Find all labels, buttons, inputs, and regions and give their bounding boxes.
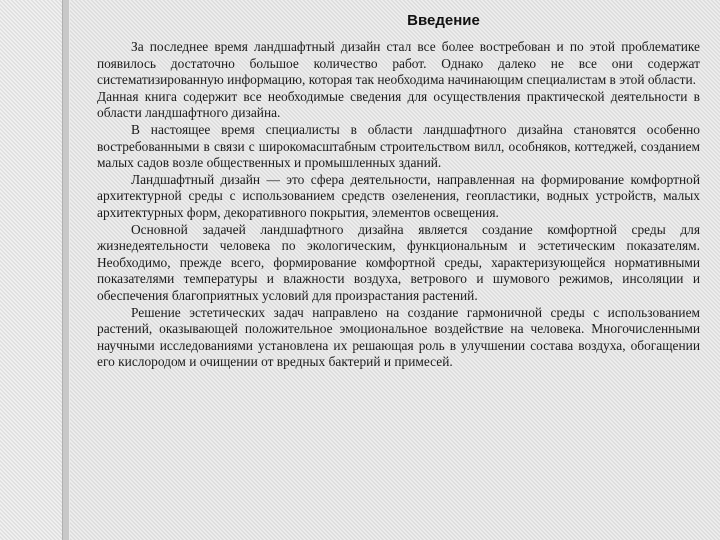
- paragraph-intro: За последнее время ландшафтный дизайн стал все более востребован и по этой проблематике появилось достаточно большое количество работ. Однако далеко не все они содержат систематизированную информацию, которая так необходима начинающим специалистам в этой области.: [97, 39, 700, 88]
- document-title: Введение: [407, 12, 480, 29]
- paragraph-book-content: Данная книга содержит все необходимые сведения для осуществления практической деятельности в области ландшафтного дизайна.: [97, 88, 700, 121]
- paragraph-main-task: Основной задачей ландшафтного дизайна является создание комфортной среды для жизнедеятельности человека по экологическим, функциональным и эстетическим показателям. Необходимо, прежде всего, формирование комфортной среды, характеризующейся нормативными показателями температуры и влажности воздуха, ветрового и шумового режимов, инсоляции и обеспечения благоприятных условий для произрастания растений.: [97, 221, 700, 303]
- left-divider-line: [62, 0, 70, 540]
- left-decorative-stripe: [0, 0, 62, 540]
- paragraph-specialists: В настоящее время специалисты в области ландшафтного дизайна становятся особенно востребованными в связи с широкомасштабным строительством вилл, особняков, коттеджей, созданием малых садов возле общественных и промышленных зданий.: [97, 121, 700, 171]
- document-page: [85, 0, 710, 540]
- paragraph-definition: Ландшафтный дизайн — это сфера деятельности, направленная на формирование комфортной архитектурной среды с использованием средств озеленения, геопластики, водных устройств, малых архитектурных форм, декоративного покрытия, элементов освещения.: [97, 171, 700, 220]
- paragraph-aesthetic: Решение эстетических задач направлено на создание гармоничной среды с использованием растений, оказывающей положительное эмоциональное воздействие на человека. Многочисленными научными исследованиями установлена их решающая роль в улучшении состава воздуха, обогащении его кислородом и очищении от вредных бактерий и примесей.: [97, 304, 700, 370]
